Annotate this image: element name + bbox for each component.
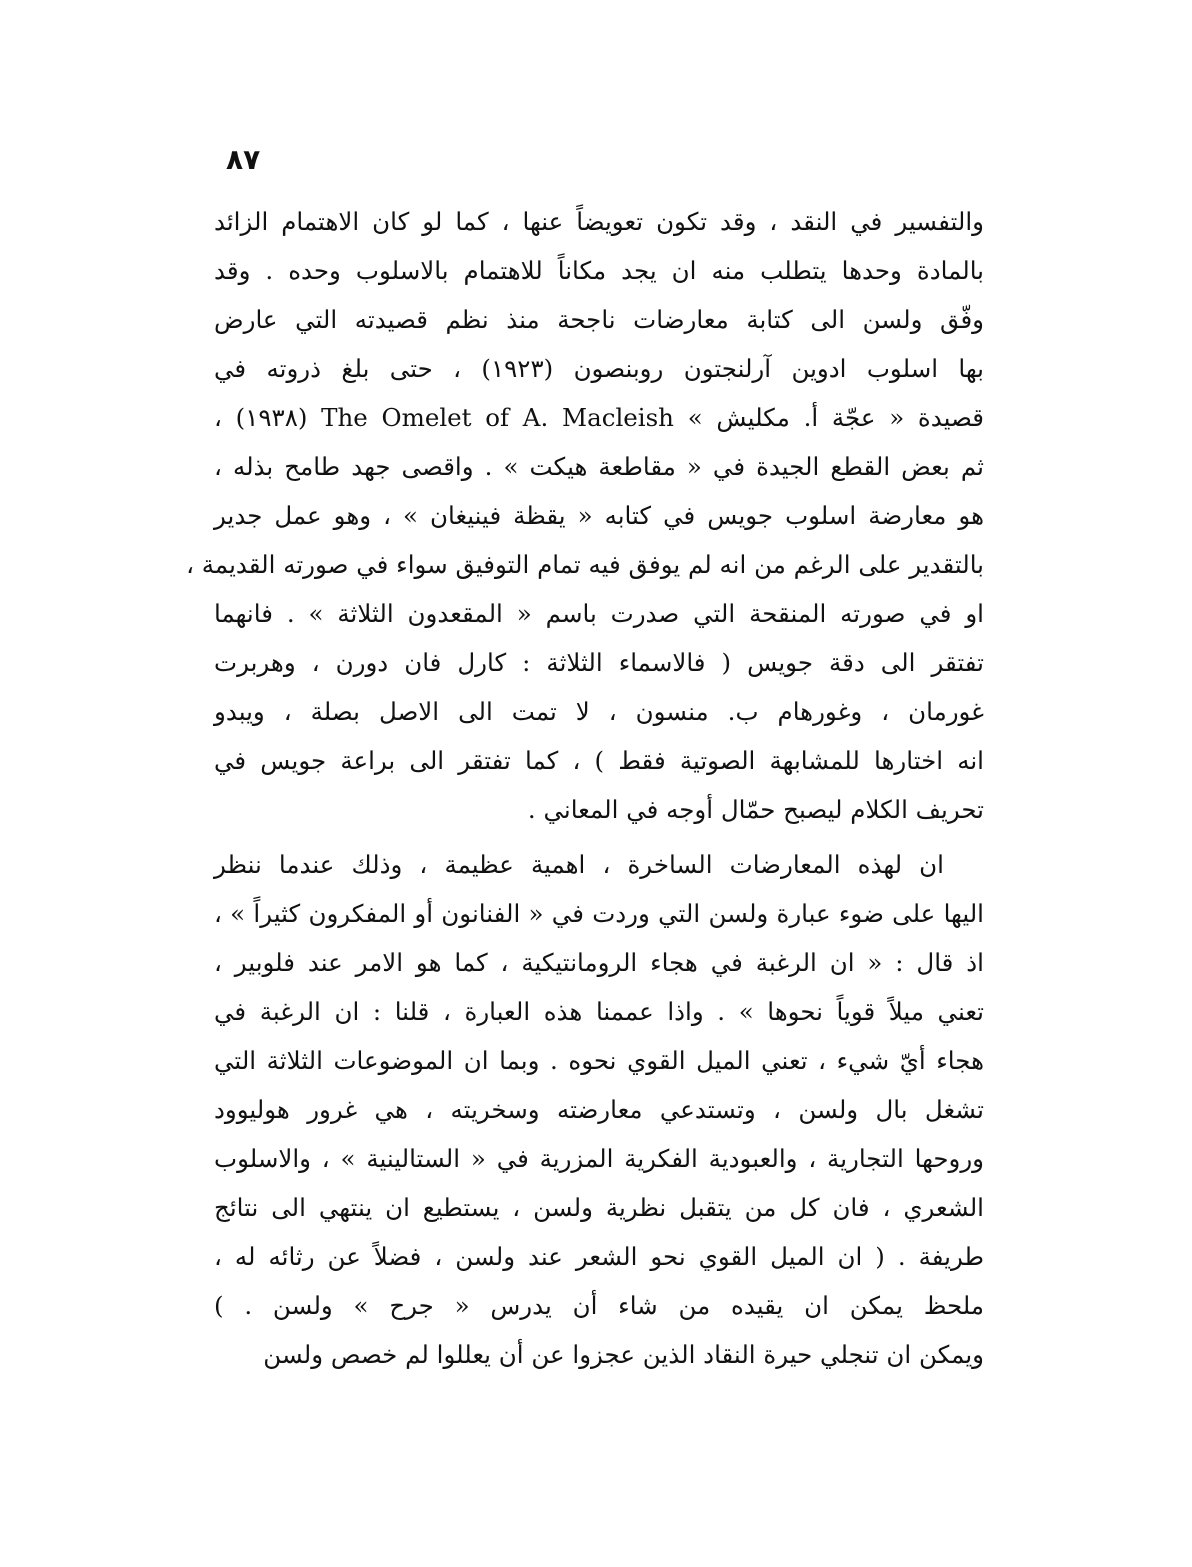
text-line: غورمان ، وغورهام ب. منسون ، لا تمت الى الاصل بصلة ، ويبدو xyxy=(214,697,984,726)
text-line: ان لهذه المعارضات الساخرة ، اهمية عظيمة ، وذلك عندما ننظر xyxy=(214,850,944,879)
paragraph xyxy=(186,197,984,834)
text-line: الشعري ، فان كل من يتقبل نظرية ولسن ، يستطيع ان ينتهي الى نتائج xyxy=(214,1193,984,1222)
text-line: ملحظ يمكن ان يقيده من شاء أن يدرس « جرح » ولسن . ) xyxy=(214,1291,984,1320)
text-line: وروحها التجارية ، والعبودية الفكرية المزرية في « الستالينية » ، والاسلوب xyxy=(214,1144,984,1173)
text-line: بالتقدير على الرغم من انه لم يوفق فيه تمام التوفيق سواء في صورته القديمة ، xyxy=(186,550,984,579)
text-line: وفّق ولسن الى كتابة معارضات ناجحة منذ نظم قصيدته التي عارض xyxy=(214,305,984,334)
paragraph xyxy=(214,840,984,1379)
text-line: اليها على ضوء عبارة ولسن التي وردت في « الفنانون أو المفكرون كثيراً » ، xyxy=(214,899,984,928)
text-line: ويمكن ان تنجلي حيرة النقاد الذين عجزوا عن أن يعللوا لم خصص ولسن xyxy=(263,1340,984,1369)
text-line: تشغل بال ولسن ، وتستدعي معارضته وسخريته ، هي غرور هوليوود xyxy=(214,1095,984,1124)
text-line: تفتقر الى دقة جويس ( فالاسماء الثلاثة : كارل فان دورن ، وهربرت xyxy=(214,648,984,677)
text-line: انه اختارها للمشابهة الصوتية فقط ) ، كما تفتقر الى براعة جويس في xyxy=(214,746,984,775)
text-line: بالمادة وحدها يتطلب منه ان يجد مكاناً للاهتمام بالاسلوب وحده . وقد xyxy=(214,256,984,285)
text-line: ثم بعض القطع الجيدة في « مقاطعة هيكت » . واقصى جهد طامح بذله ، xyxy=(214,452,984,481)
text-line: تحريف الكلام ليصبح حمّال أوجه في المعاني . xyxy=(527,795,984,824)
text-line: هو معارضة اسلوب جويس في كتابه « يقظة فينيغان » ، وهو عمل جدير xyxy=(214,501,984,530)
text-line: والتفسير في النقد ، وقد تكون تعويضاً عنها ، كما لو كان الاهتمام الزائد xyxy=(214,207,984,236)
text-line: تعني ميلاً قوياً نحوها » . واذا عممنا هذه العبارة ، قلنا : ان الرغبة في xyxy=(214,997,984,1026)
text-line: بها اسلوب ادوين آرلنجتون روبنصون (١٩٢٣) ، حتى بلغ ذروته في xyxy=(214,354,984,383)
text-line: طريفة . ( ان الميل القوي نحو الشعر عند ولسن ، فضلاً عن رثائه له ، xyxy=(214,1242,984,1271)
page-number: ٨٧ xyxy=(226,143,261,176)
text-line: او في صورته المنقحة التي صدرت باسم « المقعدون الثلاثة » . فانهما xyxy=(214,599,984,628)
text-line: اذ قال : « ان الرغبة في هجاء الرومانتيكية ، كما هو الامر عند فلوبير ، xyxy=(214,948,984,977)
body-text xyxy=(186,197,984,1379)
text-line: هجاء أيّ شيء ، تعني الميل القوي نحوه . وبما ان الموضوعات الثلاثة التي xyxy=(214,1046,984,1075)
text-line: قصيدة « عجّة أ. مكليش » The Omelet of A. Macleish (١٩٣٨) ، xyxy=(214,403,984,432)
